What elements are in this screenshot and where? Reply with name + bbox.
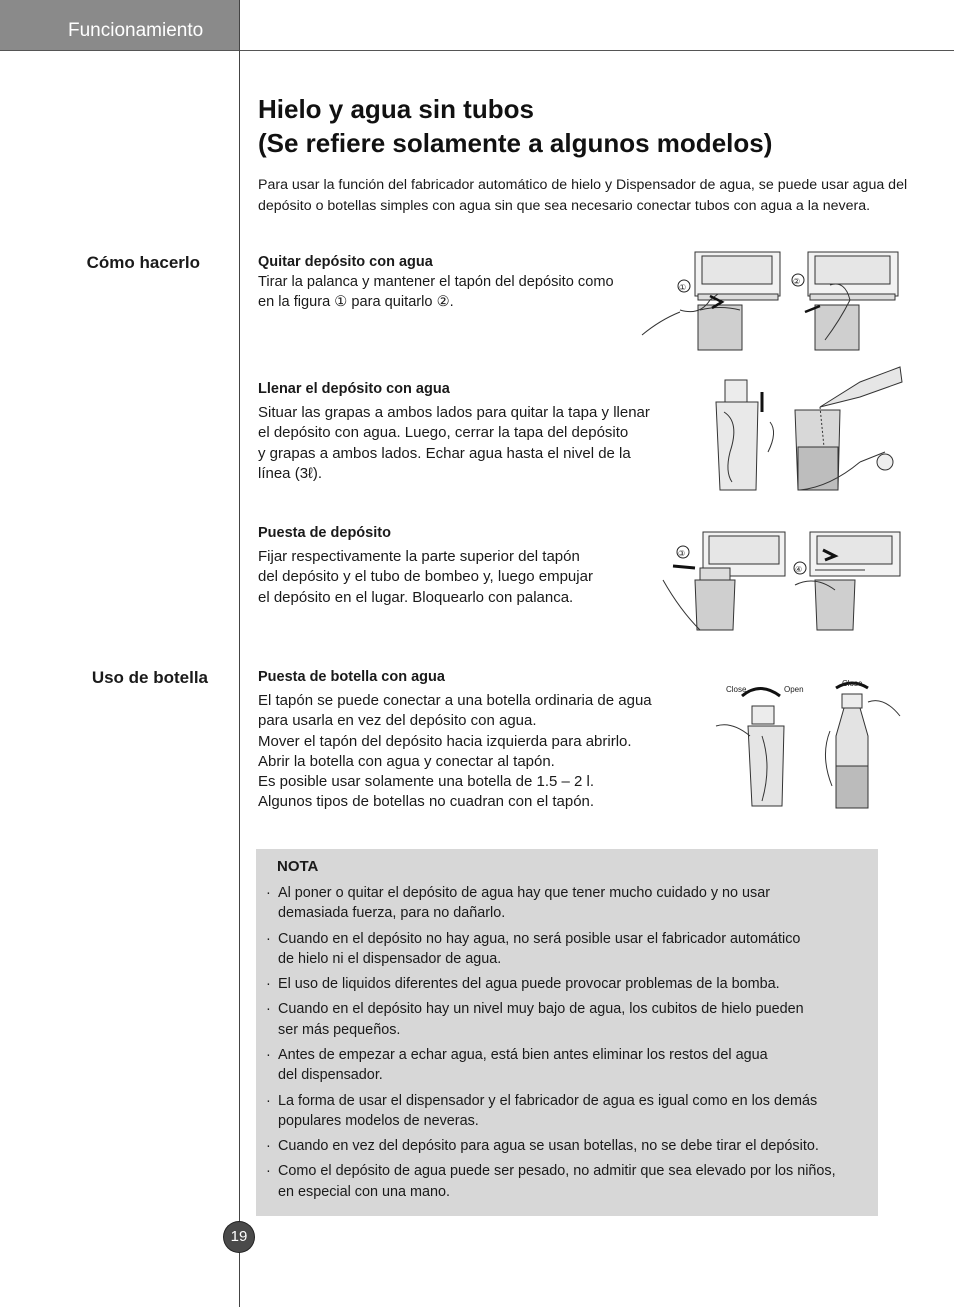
text-line: y grapas a ambos lados. Echar agua hasta el nivel de la [258, 444, 631, 462]
text-line: Situar las grapas a ambos lados para quitar la tapa y llenar [258, 404, 650, 421]
figure-remove-tank [640, 250, 902, 352]
note-item [266, 999, 866, 1040]
section-title: Puesta de depósito [258, 525, 391, 541]
section-text [258, 403, 668, 484]
section-title: Puesta de botella con agua [258, 669, 445, 685]
intro-paragraph: Para usar la función del fabricador automático de hielo y Dispensador de agua, se puede usar agua del depósito o botellas simples con agua sin que sea necesario conectar tubos con agua a la nevera. [258, 177, 908, 214]
section-quitar [258, 254, 638, 313]
note-list [266, 883, 866, 1207]
header-rule [0, 50, 954, 51]
text-line: de hielo ni el dispensador de agua. [278, 951, 502, 968]
text-line: Abrir la botella con agua y conectar al tapón. [258, 752, 555, 770]
page-number: 19 [224, 1222, 254, 1252]
section-text [258, 272, 638, 313]
text-line: línea (3ℓ). [258, 464, 323, 482]
note-box [256, 849, 878, 1216]
figure-fill-tank [710, 362, 905, 497]
text-line: · Antes de empezar a echar agua, está bien antes eliminar los restos del agua [278, 1047, 768, 1064]
text-line: · La forma de usar el dispensador y el fabricador de agua es igual como en los demás [278, 1092, 818, 1109]
note-title: NOTA [277, 858, 319, 875]
text-line: · Cuando en el depósito hay un nivel muy bajo de agua, los cubitos de hielo pueden [278, 1001, 804, 1018]
step-3-label: ③ [678, 549, 686, 558]
section-label: Funcionamiento [68, 20, 204, 41]
page-title [258, 92, 938, 160]
section-llenar [258, 381, 668, 484]
step-4-label: ④ [795, 565, 803, 574]
section-text [258, 547, 658, 608]
section-puesta-deposito [258, 525, 658, 608]
note-item [266, 1091, 866, 1132]
text-line: en especial con una mano. [278, 1183, 451, 1200]
text-line: en la figura ① para quitarlo ②. [258, 294, 454, 311]
figure-place-tank [645, 530, 903, 632]
section-text [258, 691, 688, 813]
step-2-label: ② [793, 277, 801, 286]
text-line: demasiada fuerza, para no dañarlo. [278, 905, 506, 922]
step-1-label: ① [679, 283, 687, 292]
text-line: el depósito en el lugar. Bloquearlo con palanca. [258, 588, 574, 606]
text-line: El tapón se puede conectar a una botella ordinaria de agua [258, 692, 652, 709]
text-line: Algunos tipos de botellas no cuadran con el tapón. [258, 793, 595, 811]
text-line: · Como el depósito de agua puede ser pesado, no admitir que sea elevado por los niños, [278, 1163, 836, 1180]
text-line: para usarla en vez del depósito con agua. [258, 712, 537, 730]
margin-rule [239, 0, 240, 1307]
title-line-2: (Se refiere solamente a algunos modelos) [258, 128, 773, 158]
note-item [266, 929, 866, 970]
note-item [266, 974, 866, 994]
text-line: Es posible usar solamente una botella de 1.5 – 2 l. [258, 773, 595, 791]
open-label: Open [784, 685, 804, 694]
section-puesta-botella [258, 669, 688, 813]
note-item [266, 1045, 866, 1086]
note-item [266, 1161, 866, 1202]
title-line-1: Hielo y agua sin tubos [258, 94, 534, 124]
text-line: · Al poner o quitar el depósito de agua hay que tener mucho cuidado y no usar [278, 885, 771, 901]
section-title: Quitar depósito con agua [258, 254, 433, 270]
text-line: · Cuando en vez del depósito para agua se usan botellas, no se debe tirar el depósito. [278, 1138, 819, 1155]
note-item [266, 883, 866, 924]
figure-bottle [712, 676, 902, 816]
close-label-2: Close [842, 679, 863, 688]
text-line: Fijar respectivamente la parte superior del tapón [258, 548, 580, 565]
close-label: Close [726, 685, 747, 694]
text-line: ser más pequeños. [278, 1021, 401, 1038]
text-line: populares modelos de neveras. [278, 1113, 479, 1130]
section-tab [0, 0, 240, 50]
side-heading-uso: Uso de botella [91, 668, 208, 687]
note-item [266, 1136, 866, 1156]
text-line: Tirar la palanca y mantener el tapón del depósito como [258, 274, 614, 290]
side-heading-como: Cómo hacerlo [86, 253, 200, 272]
text-line: · El uso de liquidos diferentes del agua puede provocar problemas de la bomba. [278, 976, 780, 993]
text-line: · Cuando en el depósito no hay agua, no será posible usar el fabricador automático [278, 930, 801, 947]
text-line: Mover el tapón del depósito hacia izquierda para abrirlo. [258, 732, 632, 750]
text-line: del dispensador. [278, 1067, 383, 1084]
section-title: Llenar el depósito con agua [258, 381, 450, 397]
text-line: del depósito y el tubo de bombeo y, luego empujar [258, 568, 593, 586]
text-line: el depósito con agua. Luego, cerrar la tapa del depósito [258, 424, 629, 442]
